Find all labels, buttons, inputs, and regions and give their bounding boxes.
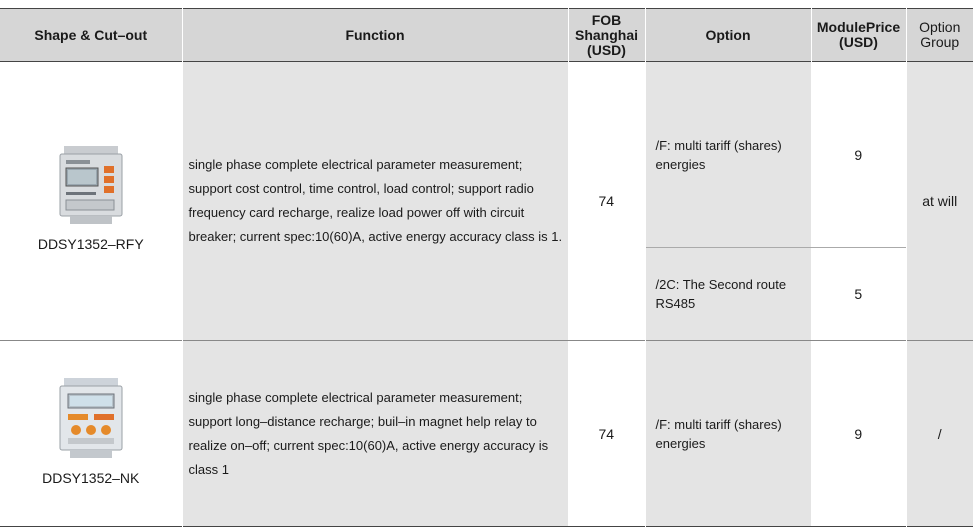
fob-cell: 74 <box>568 62 645 341</box>
table-row <box>0 62 973 248</box>
header-row <box>0 9 973 62</box>
product-table <box>0 8 973 527</box>
header-option: Option <box>645 9 811 62</box>
module-price-cell: 9 <box>811 341 906 527</box>
option-cell: /2C: The Second route RS485 <box>645 248 811 341</box>
meter-nk-image <box>56 378 126 458</box>
function-cell: single phase complete electrical parameter measurement; support cost control, time control, load control; support radio frequency card recharge, realize load power off with circuit breaker; current spec:10(60)A, active energy accuracy class is 1. <box>182 62 568 341</box>
product-name: DDSY1352–NK <box>42 469 140 486</box>
function-cell: single phase complete electrical parameter measurement; support long–distance recharge; buil–in magnet help relay to realize on–off; current spec:10(60)A, active energy accuracy is class 1 <box>182 341 568 527</box>
header-module-price: ModulePrice (USD) <box>811 9 906 62</box>
module-price-cell: 9 <box>811 62 906 248</box>
option-cell: /F: multi tariff (shares) energies <box>645 341 811 527</box>
product-name: DDSY1352–RFY <box>37 236 144 252</box>
product-cell <box>0 62 182 341</box>
module-price-cell: 5 <box>811 248 906 341</box>
option-group-cell: at will <box>906 62 973 341</box>
header-function: Function <box>182 9 568 62</box>
header-option-group: Option Group <box>906 9 973 62</box>
option-group-cell: / <box>906 341 973 527</box>
header-shape: Shape & Cut–out <box>0 9 182 62</box>
header-fob: FOB Shanghai (USD) <box>568 9 645 62</box>
fob-cell: 74 <box>568 341 645 527</box>
meter-rfy-image <box>56 146 126 224</box>
option-cell: /F: multi tariff (shares) energies <box>645 62 811 248</box>
